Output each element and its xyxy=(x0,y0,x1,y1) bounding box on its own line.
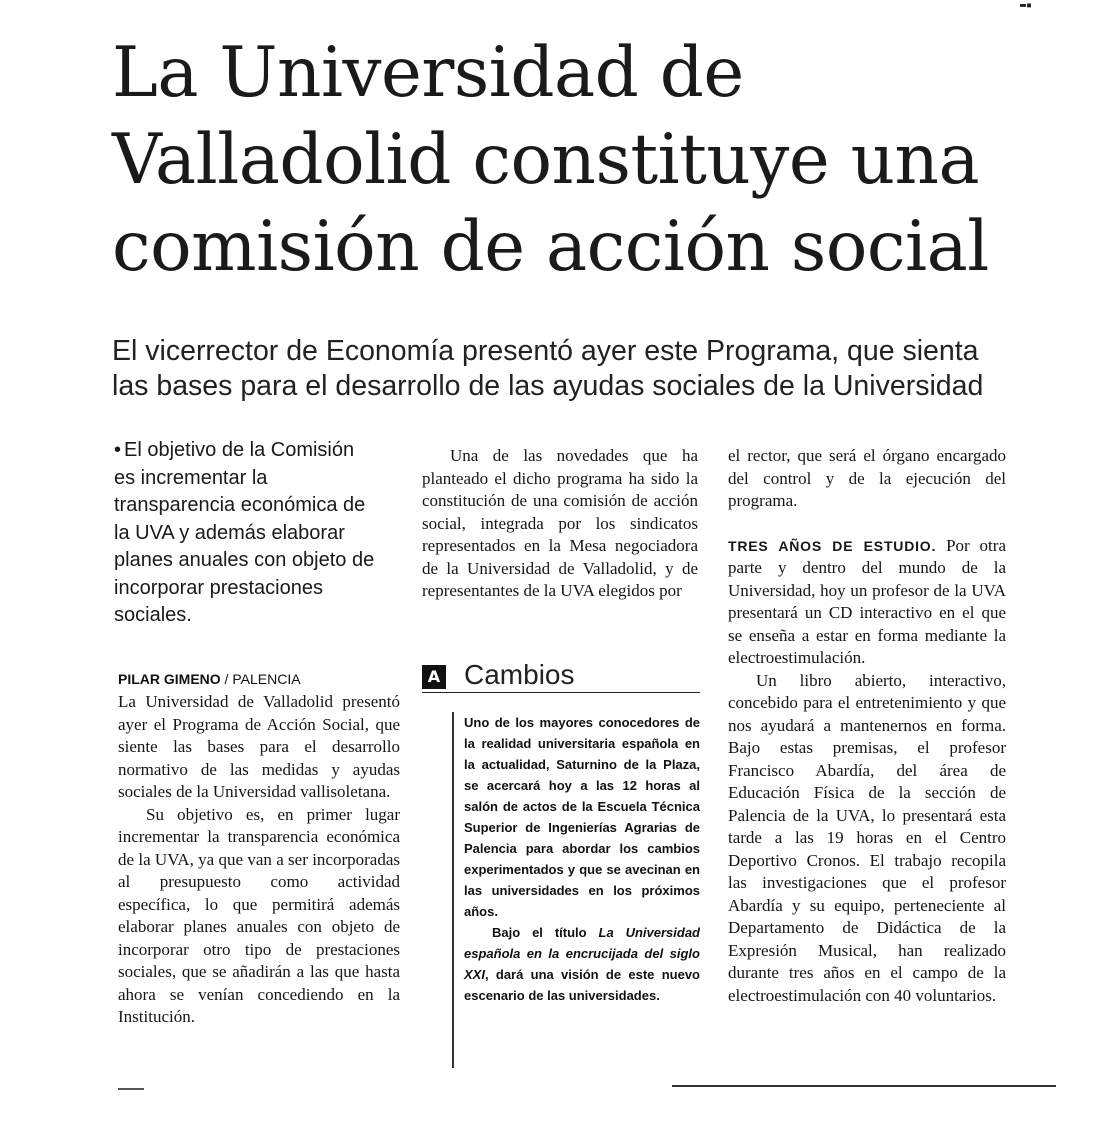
deck-subtitle xyxy=(112,334,1032,404)
headline-line-1: La Universidad de xyxy=(112,33,744,113)
byline-separator: / xyxy=(220,671,233,687)
column2-paragraph-1: Una de las novedades que ha planteado el dicho programa ha sido la constitución de una comisión de acción social, integrada por los sindicatos representados en la Mesa negociadora de la Universidad de Valladolid, y de representantes de la UVA elegidos por xyxy=(422,446,698,600)
sidebar-box-rule xyxy=(452,712,454,1068)
byline-author: PILAR GIMENO xyxy=(118,671,221,687)
sidebar-box-header xyxy=(422,659,700,693)
deck-line-1: El vicerrector de Economía presentó ayer este Programa, que sienta xyxy=(112,335,979,367)
article-column-1 xyxy=(118,691,400,1029)
sidebar-box-title: Cambios xyxy=(464,659,575,690)
byline-location: PALENCIA xyxy=(232,671,301,687)
column3-subhead: TRES AÑOS DE ESTUDIO. xyxy=(728,537,937,554)
sidebar-p2-before: Bajo el título xyxy=(492,925,599,940)
end-rule-left xyxy=(118,1088,144,1090)
article-column-2 xyxy=(422,445,698,603)
sidebar-paragraph-2 xyxy=(464,922,700,1006)
sidebar-paragraph-1: Uno de los mayores conocedores de la realidad universitaria española en la actualidad, Saturnino de la Plaza, se acercará hoy a las 12 horas al salón de actos de la Escuela Técnica Superior de Ingenierías Agrarias de Palencia para abordar los cambios experimentados y que se avecinan en las universidades en los próximos años. xyxy=(464,715,700,919)
column1-paragraph-1: La Universidad de Valladolid presentó ayer el Programa de Acción Social, que siente las bases para el desarrollo normativo de las medidas y ayudas sociales de la Universidad vallisoletana. xyxy=(118,692,400,801)
headline-line-2: Valladolid constituye una xyxy=(112,120,980,200)
sidebar-p2-title: La Universidad española en la encrucijada del siglo XXI xyxy=(464,925,700,982)
summary-text: El objetivo de la Comisión es incrementar la transparencia económica de la UVA y además elaborar planes anuales con objeto de incorporar prestaciones sociales. xyxy=(114,439,375,626)
byline xyxy=(118,670,408,688)
column3-paragraph-2-text: Por otra parte y dentro del mundo de la Universidad, hoy un profesor de la UVA presentará un CD interactivo en el que se enseña a estar en forma mediante la electroestimulación. xyxy=(728,535,1006,667)
sidebar-box-body xyxy=(464,712,700,1006)
corner-mark: ▬▪ xyxy=(1020,0,1033,11)
deck-line-2: las bases para el desarrollo de las ayudas sociales de la Universidad xyxy=(112,370,984,402)
column1-paragraph-2: Su objetivo es, en primer lugar incrementar la transparencia económica de la UVA, ya que van a ser incorporadas al presupuesto como actividad específica, lo que permitirá además elaborar planes anuales con objeto de incorporar otro tipo de prestaciones sociales, que se añadirán a las que hasta ahora se venían concediendo en la Institución. xyxy=(118,804,400,1026)
column3-paragraph-3: Un libro abierto, interactivo, concebido para el entretenimiento y que nos ayudará a mantenernos en forma. Bajo estas premisas, el profesor Francisco Abardía, del área de Educación Física de la sección de Palencia de la UVA, lo presentará esta tarde a las 19 horas en el Centro Deportivo Cronos. El trabajo recopila las investigaciones que el profesor Abardía y su equipo, perteneciente al Departamento de Didáctica de la Expresión Musical, han realizado durante tres años en el campo de la electroestimulación con 40 voluntarios. xyxy=(728,670,1006,1005)
column3-paragraph-1: el rector, que será el órgano encargado del control y de la ejecución del programa. xyxy=(728,446,1006,510)
end-rule-right xyxy=(672,1085,1056,1087)
column3-paragraph-2 xyxy=(728,535,1006,670)
headline xyxy=(112,30,1012,291)
section-marker-icon: A xyxy=(422,665,446,689)
summary-highlight xyxy=(114,437,376,630)
article-column-3 xyxy=(728,445,1006,1007)
bullet-icon: • xyxy=(114,439,122,461)
sidebar-p2-after: , dará una visión de este nuevo escenario de las universidades. xyxy=(464,967,700,1003)
headline-line-3: comisión de acción social xyxy=(112,207,989,287)
